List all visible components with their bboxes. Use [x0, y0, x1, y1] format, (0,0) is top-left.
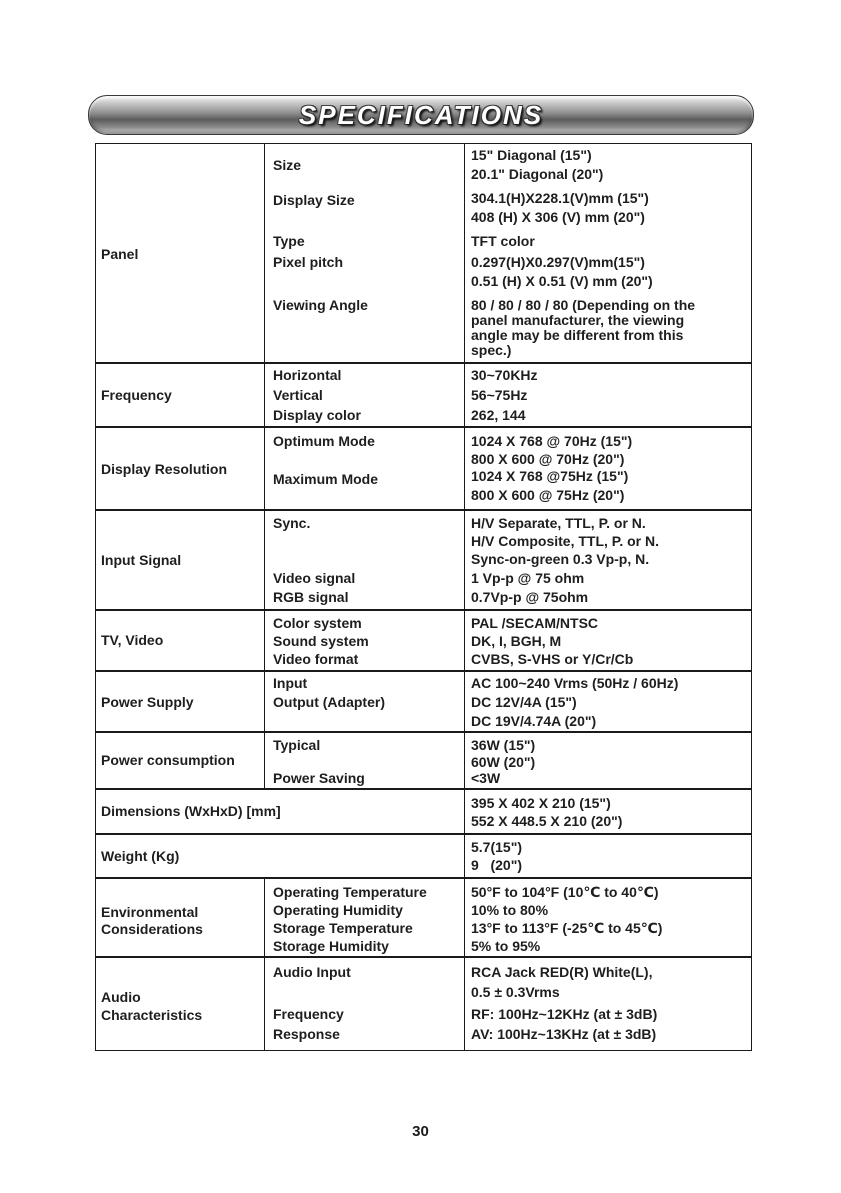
value-text: 262, 144 — [471, 407, 526, 423]
parameter-label: Video signal — [273, 570, 356, 586]
value-text: angle may be different from this — [471, 327, 684, 343]
category-label: Characteristics — [101, 1007, 203, 1023]
value-text: 0.297(H)X0.297(V)mm(15") — [471, 254, 645, 270]
category-label: TV, Video — [101, 632, 164, 648]
value-text: 30~70KHz — [471, 367, 538, 383]
value-text: H/V Composite, TTL, P. or N. — [471, 533, 659, 549]
parameter-label: Optimum Mode — [273, 433, 375, 449]
parameter-label: Pixel pitch — [273, 254, 344, 270]
section-weight — [95, 834, 752, 878]
value-text: 0.5 ± 0.3Vrms — [471, 984, 560, 1000]
column-divider — [464, 143, 465, 834]
parameter-label: Video format — [273, 651, 359, 667]
value-text: H/V Separate, TTL, P. or N. — [471, 515, 646, 531]
value-text: <3W — [471, 770, 501, 786]
parameter-label: Sync. — [273, 515, 311, 531]
value-text: 5.7(15") — [471, 839, 522, 855]
value-text: 50°F to 104°F (10℃ to 40℃) — [471, 884, 659, 900]
value-text: AV: 100Hz~13KHz (at ± 3dB) — [471, 1026, 657, 1042]
column-divider — [464, 834, 465, 878]
value-text: 0.51 (H) X 0.51 (V) mm (20") — [471, 273, 653, 289]
parameter-label: Maximum Mode — [273, 471, 379, 487]
column-divider — [464, 878, 465, 1051]
value-text: Sync-on-green 0.3 Vp-p, N. — [471, 551, 650, 567]
value-text: 9 (20") — [471, 857, 522, 873]
parameter-label: Display color — [273, 407, 361, 423]
section-input-signal — [95, 510, 752, 610]
category-label: Power Supply — [101, 694, 194, 710]
value-text: 0.7Vp-p @ 75ohm — [471, 589, 589, 605]
value-text: 20.1" Diagonal (20") — [471, 166, 604, 182]
parameter-label: Output (Adapter) — [273, 694, 385, 710]
parameter-label: Audio Input — [273, 964, 351, 980]
value-text: 552 X 448.5 X 210 (20") — [471, 813, 623, 829]
parameter-label: Horizontal — [273, 367, 342, 383]
value-text: TFT color — [471, 233, 535, 249]
section-tv-video — [95, 610, 752, 671]
parameter-label: Power Saving — [273, 770, 365, 786]
parameter-label: Typical — [273, 737, 321, 753]
value-text: 60W (20") — [471, 754, 536, 770]
category-label: Power consumption — [101, 752, 235, 768]
parameter-label: Viewing Angle — [273, 297, 368, 313]
category-label: Weight (Kg) — [101, 848, 180, 864]
value-text: DC 19V/4.74A (20") — [471, 713, 597, 729]
value-text: RF: 100Hz~12KHz (at ± 3dB) — [471, 1006, 658, 1022]
column-divider — [264, 143, 265, 789]
value-text: 408 (H) X 306 (V) mm (20") — [471, 209, 645, 225]
value-text: 395 X 402 X 210 (15") — [471, 795, 611, 811]
parameter-label: Color system — [273, 615, 362, 631]
value-text: DC 12V/4A (15") — [471, 694, 577, 710]
value-text: 80 / 80 / 80 / 80 (Depending on the — [471, 297, 696, 313]
parameter-label: Operating Temperature — [273, 884, 427, 900]
section-frequency — [95, 363, 752, 427]
page-title: SPECIFICATIONS — [298, 100, 544, 130]
category-label: Input Signal — [101, 552, 182, 568]
parameter-label: Input — [273, 675, 308, 691]
category-label: Panel — [101, 246, 139, 262]
value-text: PAL /SECAM/NTSC — [471, 615, 599, 631]
parameter-label: Operating Humidity — [273, 902, 403, 918]
parameter-label: Response — [273, 1026, 340, 1042]
parameter-label: Storage Humidity — [273, 938, 389, 954]
value-text: 36W (15") — [471, 737, 536, 753]
category-label: Audio — [101, 989, 141, 1005]
value-text: CVBS, S-VHS or Y/Cr/Cb — [471, 651, 634, 667]
value-text: panel manufacturer, the viewing — [471, 312, 685, 328]
value-text: 1024 X 768 @75Hz (15") — [471, 468, 629, 484]
value-text: 800 X 600 @ 70Hz (20") — [471, 451, 625, 467]
value-text: 10% to 80% — [471, 902, 549, 918]
value-text: 13°F to 113°F (-25℃ to 45℃) — [471, 920, 663, 936]
value-text: 15" Diagonal (15") — [471, 147, 592, 163]
parameter-label: Size — [273, 157, 302, 173]
parameter-label: Sound system — [273, 633, 369, 649]
page-number: 30 — [412, 1123, 429, 1140]
value-text: RCA Jack RED(R) White(L), — [471, 964, 653, 980]
parameter-label: Vertical — [273, 387, 323, 403]
parameter-label: RGB signal — [273, 589, 349, 605]
value-text: 1024 X 768 @ 70Hz (15") — [471, 433, 633, 449]
value-text: DK, I, BGH, M — [471, 633, 562, 649]
value-text: 304.1(H)X228.1(V)mm (15") — [471, 190, 649, 206]
column-divider — [264, 878, 265, 1051]
parameter-label: Type — [273, 233, 305, 249]
category-label: Frequency — [101, 387, 172, 403]
value-text: 56~75Hz — [471, 387, 528, 403]
category-label: Dimensions (WxHxD) [mm] — [101, 803, 281, 819]
value-text: 800 X 600 @ 75Hz (20") — [471, 487, 625, 503]
value-text: AC 100~240 Vrms (50Hz / 60Hz) — [471, 675, 679, 691]
value-text: 1 Vp-p @ 75 ohm — [471, 570, 585, 586]
category-label: Considerations — [101, 921, 203, 937]
value-text: 5% to 95% — [471, 938, 541, 954]
category-label: Environmental — [101, 904, 199, 920]
parameter-label: Storage Temperature — [273, 920, 413, 936]
parameter-label: Display Size — [273, 192, 355, 208]
category-label: Display Resolution — [101, 461, 228, 477]
parameter-label: Frequency — [273, 1006, 344, 1022]
value-text: spec.) — [471, 342, 512, 358]
